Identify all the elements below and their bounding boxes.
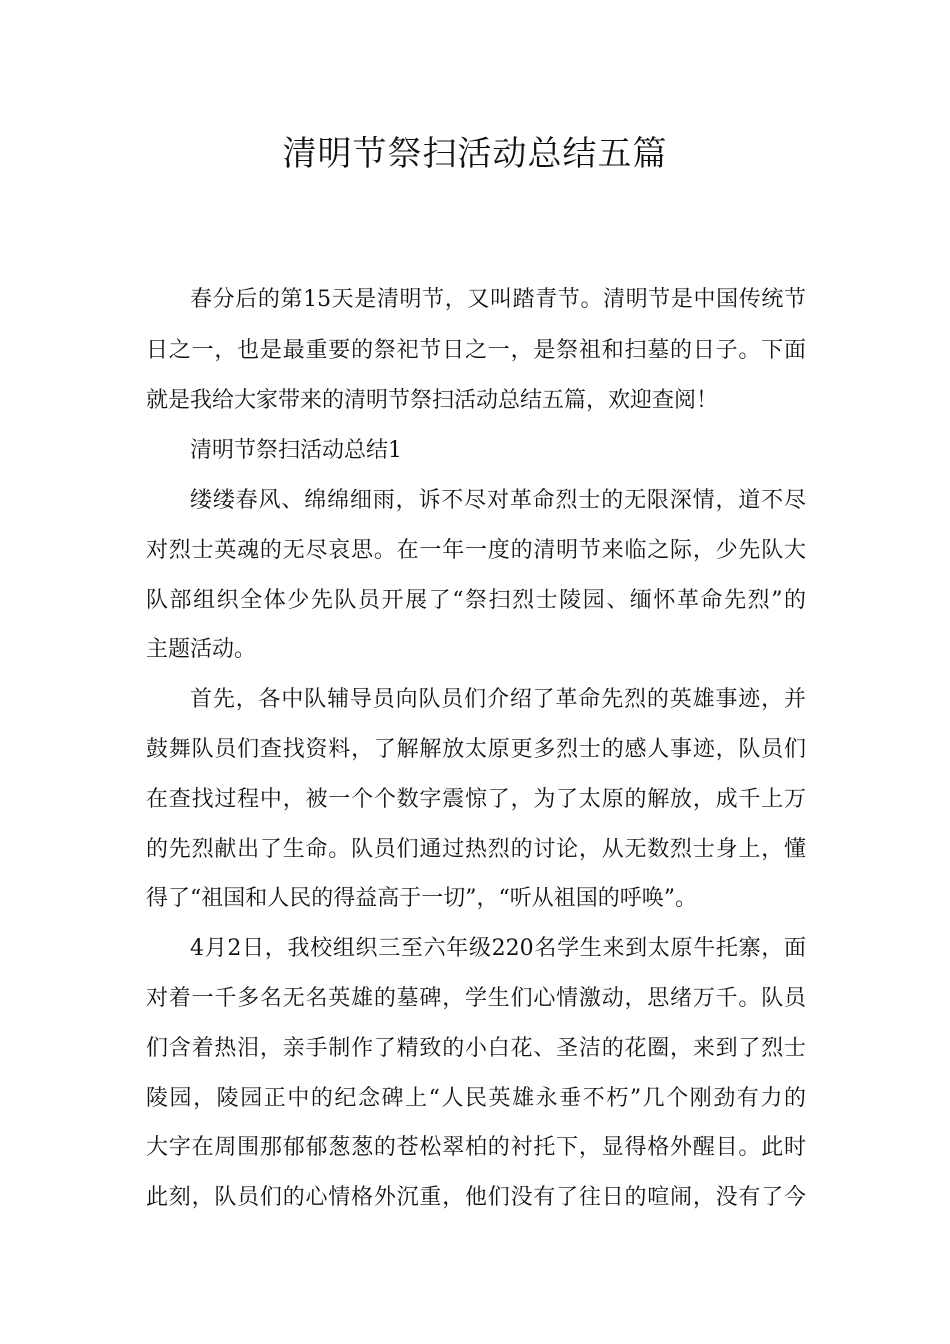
section-heading: 清明节祭扫活动总结1 xyxy=(190,438,402,463)
paragraph-line: 得了“祖国和人民的得益高于一切”，“听从祖国的呼唤”。 xyxy=(146,886,697,911)
paragraph-line: 4月2日，我校组织三至六年级220名学生来到太原牛托寨，面 xyxy=(190,936,806,961)
paragraph-line: 春分后的第15天是清明节，又叫踏青节。清明节是中国传统节 xyxy=(190,287,806,312)
paragraph-line: 缕缕春风、绵绵细雨，诉不尽对革命烈士的无限深情，道不尽 xyxy=(190,488,806,513)
paragraph-line: 队部组织全体少先队员开展了“祭扫烈士陵园、缅怀革命先烈”的 xyxy=(146,588,806,613)
paragraph-line: 日之一，也是最重要的祭祀节日之一，是祭祖和扫墓的日子。下面 xyxy=(146,338,806,363)
paragraph-line: 在查找过程中，被一个个数字震惊了，为了太原的解放，成千上万 xyxy=(146,787,806,812)
paragraph-line: 大字在周围那郁郁葱葱的苍松翠柏的衬托下，显得格外醒目。此时 xyxy=(146,1135,806,1160)
document-title: 清明节祭扫活动总结五篇 xyxy=(282,134,668,174)
paragraph-line: 陵园，陵园正中的纪念碑上“人民英雄永垂不朽”几个刚劲有力的 xyxy=(146,1086,806,1111)
paragraph-line: 们含着热泪，亲手制作了精致的小白花、圣洁的花圈，来到了烈士 xyxy=(146,1036,806,1061)
paragraph-line: 的先烈献出了生命。队员们通过热烈的讨论，从无数烈士身上，懂 xyxy=(146,837,806,862)
paragraph-line: 对烈士英魂的无尽哀思。在一年一度的清明节来临之际，少先队大 xyxy=(146,538,806,563)
paragraph-line: 就是我给大家带来的清明节祭扫活动总结五篇，欢迎查阅！ xyxy=(146,388,719,413)
paragraph-line: 首先，各中队辅导员向队员们介绍了革命先烈的英雄事迹，并 xyxy=(190,687,806,712)
paragraph-line: 此刻，队员们的心情格外沉重，他们没有了往日的喧闹，没有了今 xyxy=(146,1185,806,1210)
paragraph-line: 主题活动。 xyxy=(146,637,257,662)
paragraph-line: 对着一千多名无名英雄的墓碑，学生们心情激动，思绪万千。队员 xyxy=(146,986,806,1011)
paragraph-line: 鼓舞队员们查找资料，了解解放太原更多烈士的感人事迹，队员们 xyxy=(146,737,806,762)
